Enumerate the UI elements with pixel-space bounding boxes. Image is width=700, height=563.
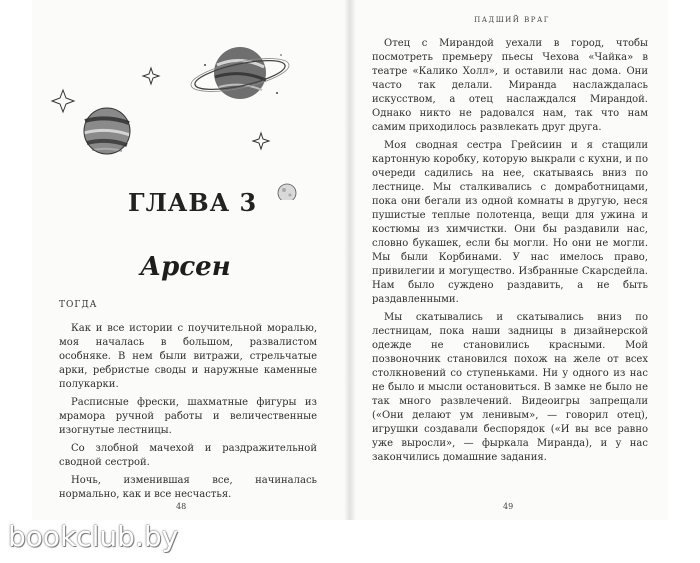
paragraph: Моя сводная сестра Грейсиин и я стащили картонную коробку, которую выкрали с кухни, и по очереди садились на нее, скатываясь вниз по лестнице. Мы сталкивались с домработницами, пока они бегали из одной комнаты в другую, неся пушистые теплые полотенца, вещи для ужина и костюмы из химчистки. Они бы раздавили нас, словно букашек, если бы могли. Но они не могли. Мы были Корбинами. У нас имелось право, привилегии и могущество. Избранные Скарсдейла. Нам было суждено раздавить, а не быть раздавленными. bbox=[372, 140, 648, 305]
paragraph: Ночь, изменившая все, начиналась нормально, как и все несчастья. bbox=[59, 475, 317, 500]
moon-icon bbox=[278, 184, 296, 200]
paragraph: Как и все истории с поучительной моралью, моя началась в большом, развалистом особняке. В нем были витражи, стрельчатые арки, ребристые своды и наружные каменные полукарки. bbox=[59, 323, 317, 390]
page-number-right: 49 bbox=[503, 502, 514, 511]
space-illustration bbox=[45, 35, 315, 200]
planet-striped-icon bbox=[84, 108, 130, 154]
page-number-left: 48 bbox=[176, 502, 187, 511]
paragraph: Со злобной мачехой и раздражительной сводной сестрой. bbox=[59, 443, 317, 468]
left-body-text bbox=[59, 322, 317, 506]
sparkle-icon bbox=[52, 90, 74, 112]
section-label: ТОГДА bbox=[59, 300, 98, 310]
paragraph: Отец с Мирандой уехали в город, чтобы посмотреть премьеру пьесы Чехова «Чайка» в театре «Калико Холл», и оставили нас дома. Они часто так делали. Миранда наслаждалась искусством, а отец наслаждался Мирандой. Однако никто не радовался нам, так что нам самим приходилось развлекать друг друга. bbox=[372, 38, 648, 133]
paragraph: Расписные фрески, шахматные фигуры из мрамора ручной работы и величественные изогнутые лестницы. bbox=[59, 397, 317, 436]
book-gutter bbox=[344, 0, 356, 520]
sparkle-icon bbox=[143, 68, 159, 84]
watermark: bookclub.by bbox=[8, 520, 179, 553]
paragraph: Мы скатывались и скатывались вниз по лестницам, пока наши задницы в дизайнерской одежде не становились красными. Мой позвоночник становился похож на желе от всех столкновений со ступеньками. Ни у одного из нас не было и мысли остановиться. В замке не было не так много развлечений. Видеоигры запрещали («Они делают ум ленивым», — говорил отец), игрушки создавали беспорядок («И вы все равно уже выросли», — фыркала Миранда), и у нас закончились домашние задания. bbox=[372, 312, 648, 463]
chapter-title: ГЛАВА 3 bbox=[128, 188, 258, 217]
planet-ringed-icon bbox=[188, 47, 291, 99]
running-head: ПАДШИЙ ВРАГ bbox=[474, 16, 550, 24]
right-body-text bbox=[372, 37, 648, 469]
narrator-heading: Арсен bbox=[140, 252, 231, 282]
sparkle-icon bbox=[253, 133, 269, 149]
